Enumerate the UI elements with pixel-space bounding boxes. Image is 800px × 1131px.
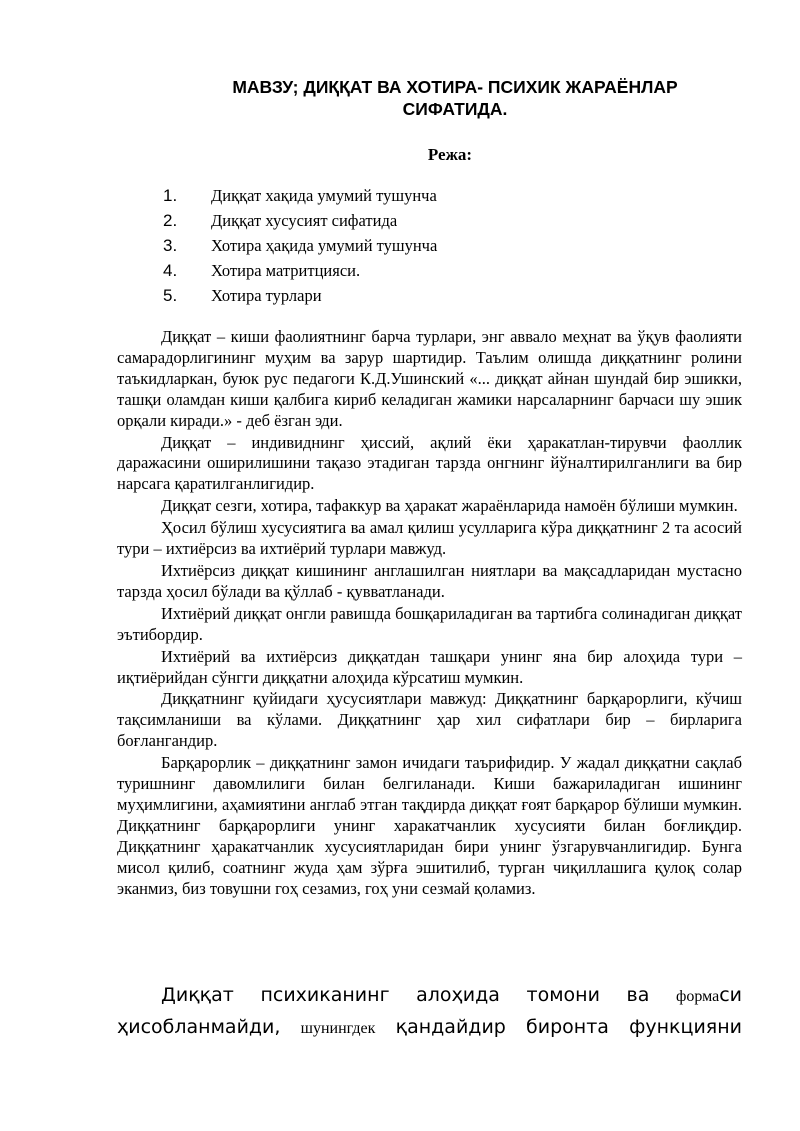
paragraph: Диққатнинг қуйидаги ҳусусиятлари мавжуд: Диққатнинг барқарорлиги, кўчиш тақсимланиши ва кўлами. Диққатнинг ҳар хил сифатлари бир – бирларига боғлангандир. xyxy=(117,689,742,751)
plan-item-text: Диққат хақида умумий тушунча xyxy=(211,186,437,205)
paragraph: Барқарорлик – диққатнинг замон ичидаги таърифидир. У жадал диққатни сақлаб туришнинг давомлилиги билан белгиланади. Киши бажариладиган ишининг муҳимлигини, аҳамиятини англаб этган тақдирда диққат ғоят барқарор бўлиши мумкин. Диққатнинг барқарорлиги унинг харакатчанлик хусусияти билан боғлиқдир. Диққатнинг ҳаракатчанлик хусусиятларидан бири унинг ўзгарувчанлигидир. Бунга мисол қилиб, соатнинг жуда ҳам зўрға эшитилиб, турган чиқиллашига қулоқ солар эканмиз, биз товушни гоҳ сезамиз, гоҳ уни сезмай қоламиз. xyxy=(117,753,742,898)
last-paragraph-part: қандайдир биронта функцияни xyxy=(375,1016,742,1038)
plan-item-text: Хотира турлари xyxy=(211,286,322,305)
last-paragraph-part: Диққат психиканинг алоҳида томони ва xyxy=(161,984,676,1006)
last-paragraph-part: шунингдек xyxy=(300,1020,376,1037)
paragraph: Ихтиёрий ва ихтиёрсиз диққатдан ташқари унинг яна бир алоҳида тури – иқтиёрийдан сўнгги диққатни алоҳида кўрсатиш мумкин. xyxy=(117,646,742,687)
plan-item-number: 1. xyxy=(163,186,178,205)
plan-item-number: 5. xyxy=(163,286,178,305)
paragraph: Диққат – индивиднинг ҳиссий, ақлий ёки ҳаракатлан-тирувчи фаоллик даражасини оширилишини тақазо этадиган тарзда онгнинг йўналтирилганлиги ва бир нарсага қаратилганлигидир. xyxy=(117,432,742,494)
plan-item-number: 3. xyxy=(163,236,178,255)
plan-item-text: Диққат хусусият сифатида xyxy=(211,211,398,230)
plan-item xyxy=(163,286,437,311)
paragraph: Ҳосил бўлиш хусусиятига ва амал қилиш усулларига кўра диққатнинг 2 та асосий тури – ихтиёрсиз ва ихтиёрий турлари мавжуд. xyxy=(117,518,742,559)
paragraph: Диққат сезги, хотира, тафаккур ва ҳаракат жараёнларида намоён бўлиши мумкин. xyxy=(161,496,738,516)
plan-item-text: Хотира матритцияси. xyxy=(211,261,361,280)
last-paragraph-part: си ҳисобланмайди, xyxy=(117,984,742,1038)
plan-item xyxy=(163,186,437,211)
plan-heading: Режа: xyxy=(427,145,473,164)
last-paragraph-part: форма xyxy=(675,988,720,1005)
last-paragraph xyxy=(117,980,742,1044)
plan-item xyxy=(163,211,437,236)
document-title: МАВЗУ; ДИҚҚАТ ВА ХОТИРА- ПСИХИК ЖАРАЁНЛАР СИФАТИДА. xyxy=(232,77,678,119)
paragraph: Ихтиёрий диққат онгли равишда бошқариладиган ва тартибга солинадиган диққат эътибордир. xyxy=(117,603,742,644)
plan-item-text: Хотира ҳақида умумий тушунча xyxy=(211,236,438,255)
plan-item-number: 2. xyxy=(163,211,178,230)
plan-item xyxy=(163,236,437,261)
paragraph: Диққат – киши фаолиятнинг барча турлари, энг аввало меҳнат ва ўқув фаолияти самарадорлигининг муҳим ва зарур шартидир. Таълим олишда диққатнинг ролини таъкидларкан, буюк рус педагоги К.Д.Ушинский «... диққат айнан шундай бир эшикки, ташқи оламдан киши қалбига кириб келадиган жамики нарсаларнинг барчаси шу эшик орқали киради.» - деб ёзган эди. xyxy=(117,327,742,430)
body-text xyxy=(117,327,742,899)
plan-item-number: 4. xyxy=(163,261,178,280)
plan-item xyxy=(163,261,437,286)
plan-list xyxy=(163,186,437,311)
paragraph: Ихтиёрсиз диққат кишининг англашилган ниятлари ва мақсадларидан мустасно тарзда ҳосил бўлади ва қўллаб - қувватланади. xyxy=(117,560,742,601)
